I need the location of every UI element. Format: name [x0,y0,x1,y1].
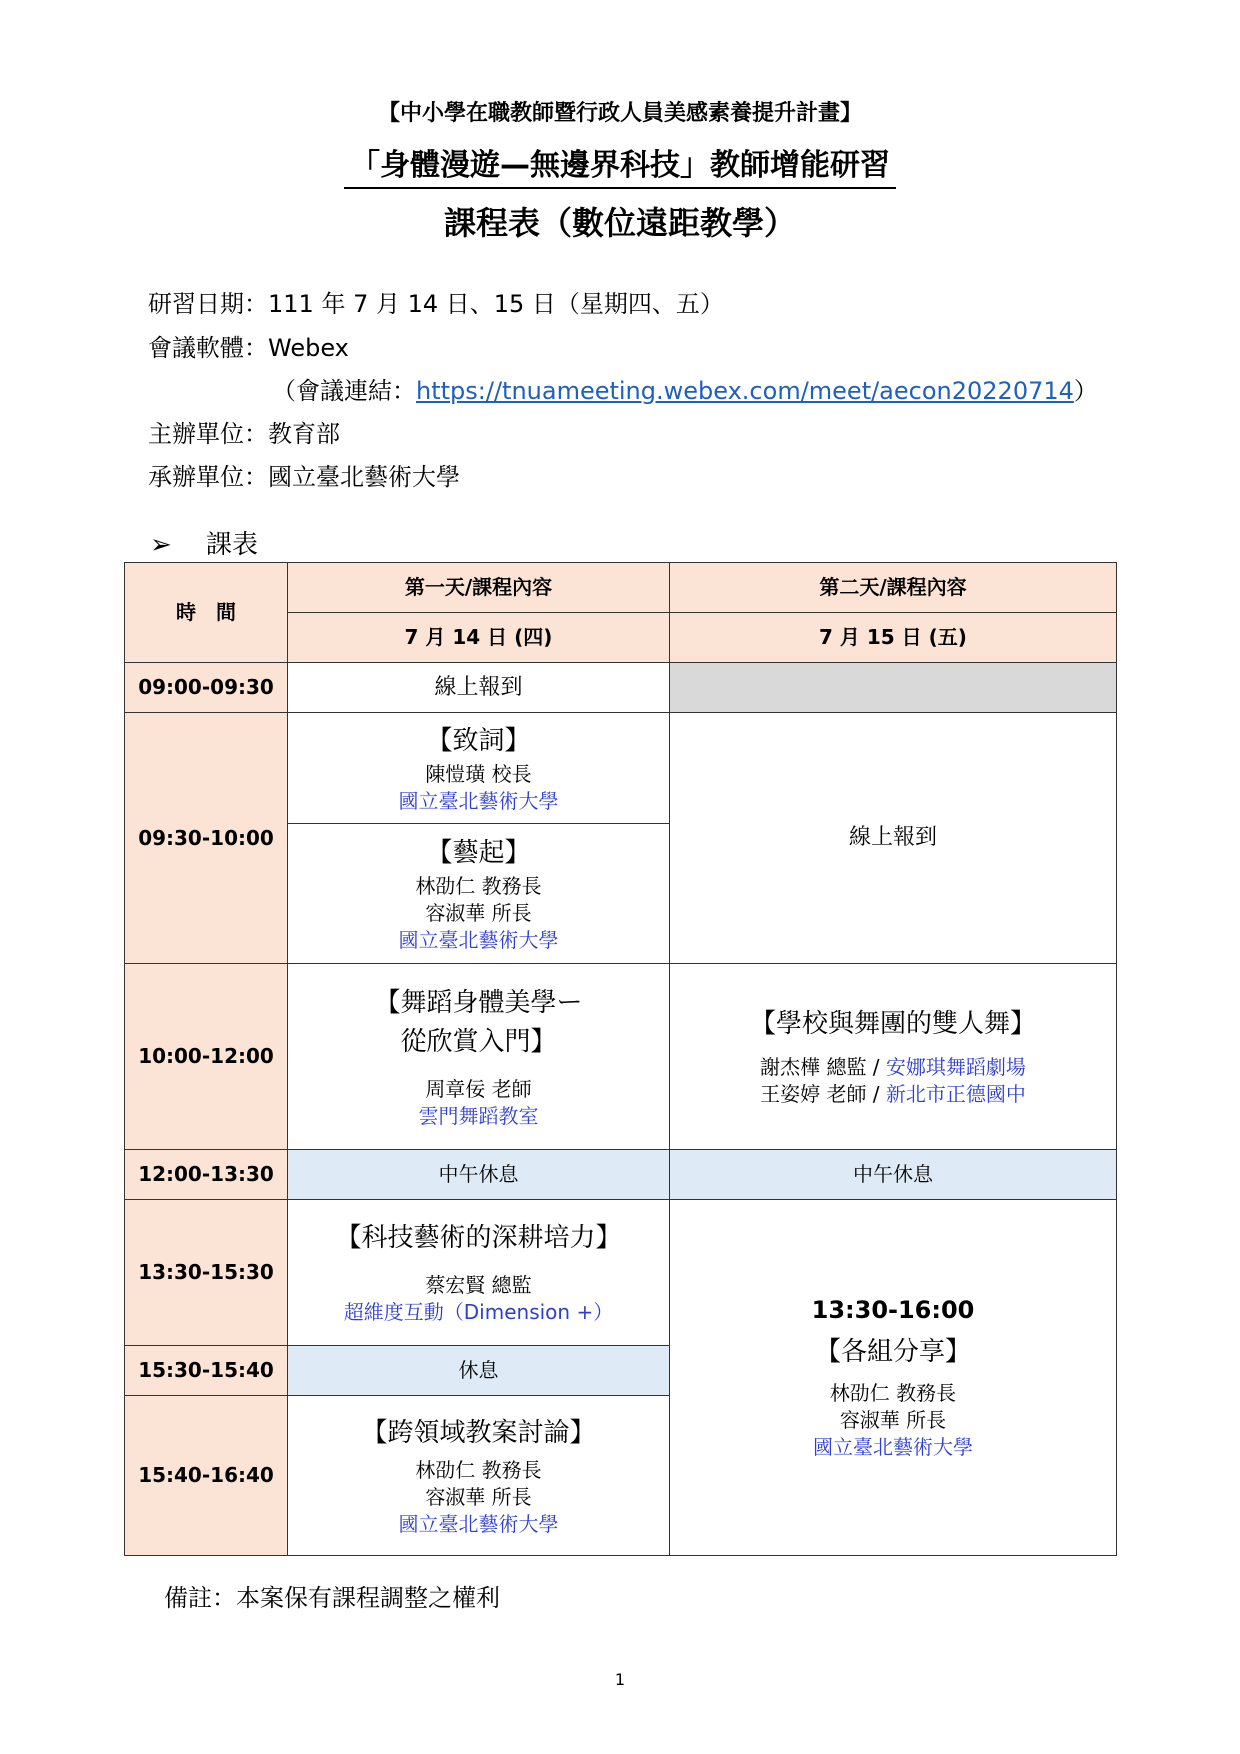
day1-session-tech [288,1200,670,1346]
day1-session-opening [288,824,670,964]
day1-cell: 線上報到 [288,663,670,713]
remark-note: 備註：本案保有課程調整之權利 [164,1584,500,1612]
day2-date: 7 月 15 日 (五) [670,613,1117,663]
session-org: 安娜琪舞蹈劇場 [885,1055,1026,1079]
session-speaker: 陳愷璜 校長 [425,761,532,786]
section-label: 課表 [206,530,259,560]
day2-session-duet [670,964,1117,1150]
session-speaker: 林劭仁 教務長 [415,873,542,898]
session-time: 13:30-16:00 [811,1296,975,1325]
organizer-value: 教育部 [268,420,340,448]
session-speaker: 容淑華 所長 [839,1407,947,1432]
session-speaker: 王姿婷 老師 [760,1082,867,1106]
day1-date: 7 月 14 日 (四) [288,613,670,663]
page-number: 1 [614,1670,626,1689]
speaker-line [670,1054,1116,1081]
session-title: 【各組分享】 [814,1336,971,1367]
session-title: 【舞蹈身體美學ー [374,987,583,1018]
time-cell: 15:30-15:40 [125,1346,288,1396]
day1-header: 第一天/課程內容 [288,563,670,613]
time-header: 時 間 [125,563,288,663]
day2-header: 第二天/課程內容 [670,563,1117,613]
software-value: Webex [268,334,349,362]
session-title: 【科技藝術的深耕培力】 [335,1223,622,1253]
table-header-row [125,563,1117,613]
session-title: 【藝起】 [426,837,531,868]
day2-cell: 線上報到 [670,713,1117,964]
session-org: 國立臺北藝術大學 [398,927,559,952]
meeting-link[interactable]: https://tnuameeting.webex.com/meet/aecon20220714 [416,377,1074,405]
organizer-label: 主辦單位： [148,420,268,448]
time-cell: 13:30-15:30 [125,1200,288,1346]
table-row [125,1150,1117,1200]
session-org: 國立臺北藝術大學 [398,788,559,813]
time-cell: 09:30-10:00 [125,713,288,964]
info-organizer [148,414,340,449]
schedule-table [124,562,1117,1556]
separator: / [866,1055,886,1079]
time-cell: 10:00-12:00 [125,964,288,1150]
info-date [148,284,724,319]
arrow-bullet-icon: ➢ [150,530,172,560]
session-org: 超維度互動（Dimension +） [343,1300,614,1324]
session-title: 【跨領域教案討論】 [361,1417,596,1448]
session-org: 國立臺北藝術大學 [398,1511,559,1536]
document-subtitle: 課程表（數位遠距教學） [443,204,796,242]
session-org: 國立臺北藝術大學 [813,1434,973,1459]
day2-empty-cell [670,663,1117,713]
speaker-line [670,1081,1116,1108]
table-row [125,713,1117,824]
separator: / [866,1082,886,1106]
time-cell: 15:40-16:40 [125,1396,288,1556]
day1-session-dance [288,964,670,1150]
day2-lunch-cell: 中午休息 [670,1150,1117,1200]
table-row [125,1200,1117,1346]
info-link [272,371,1098,406]
session-speaker: 謝杰樺 總監 [760,1055,867,1079]
session-speaker: 容淑華 所長 [425,1484,532,1509]
table-row [125,663,1117,713]
session-speaker: 林劭仁 教務長 [829,1380,957,1405]
section-heading [150,524,258,561]
day1-session-discussion [288,1396,670,1556]
document-pretitle: 【中小學在職教師暨行政人員美感素養提升計畫】 [377,101,862,126]
session-org: 雲門舞蹈教室 [418,1103,539,1128]
session-speaker: 容淑華 所長 [425,900,532,925]
date-value: 111 年 7 月 14 日、15 日（星期四、五） [268,290,724,318]
link-prefix: （會議連結： [272,377,416,405]
session-title: 【學校與舞團的雙人舞】 [749,1009,1036,1039]
info-software [148,328,349,363]
day2-session-sharing [670,1200,1117,1556]
host-label: 承辦單位： [148,463,268,491]
time-cell: 12:00-13:30 [125,1150,288,1200]
day1-session-welcome [288,713,670,824]
document-title [0,140,1240,184]
software-label: 會議軟體： [148,334,268,362]
host-value: 國立臺北藝術大學 [268,463,460,491]
session-title: 【致詞】 [426,725,531,756]
date-label: 研習日期： [148,290,268,318]
session-title-line2: 從欣賞入門】 [400,1026,557,1057]
link-suffix: ） [1073,377,1098,405]
session-speaker: 林劭仁 教務長 [415,1457,542,1482]
session-org: 新北市正德國中 [885,1082,1026,1106]
session-speaker: 蔡宏賢 總監 [425,1273,532,1297]
table-row [125,964,1117,1150]
session-speaker: 周章佞 老師 [425,1076,532,1101]
day1-break-cell: 休息 [288,1346,670,1396]
title-text: 「身體漫遊—無邊界科技」教師增能研習 [344,148,896,189]
day1-lunch-cell: 中午休息 [288,1150,670,1200]
time-cell: 09:00-09:30 [125,663,288,713]
info-host [148,457,460,492]
